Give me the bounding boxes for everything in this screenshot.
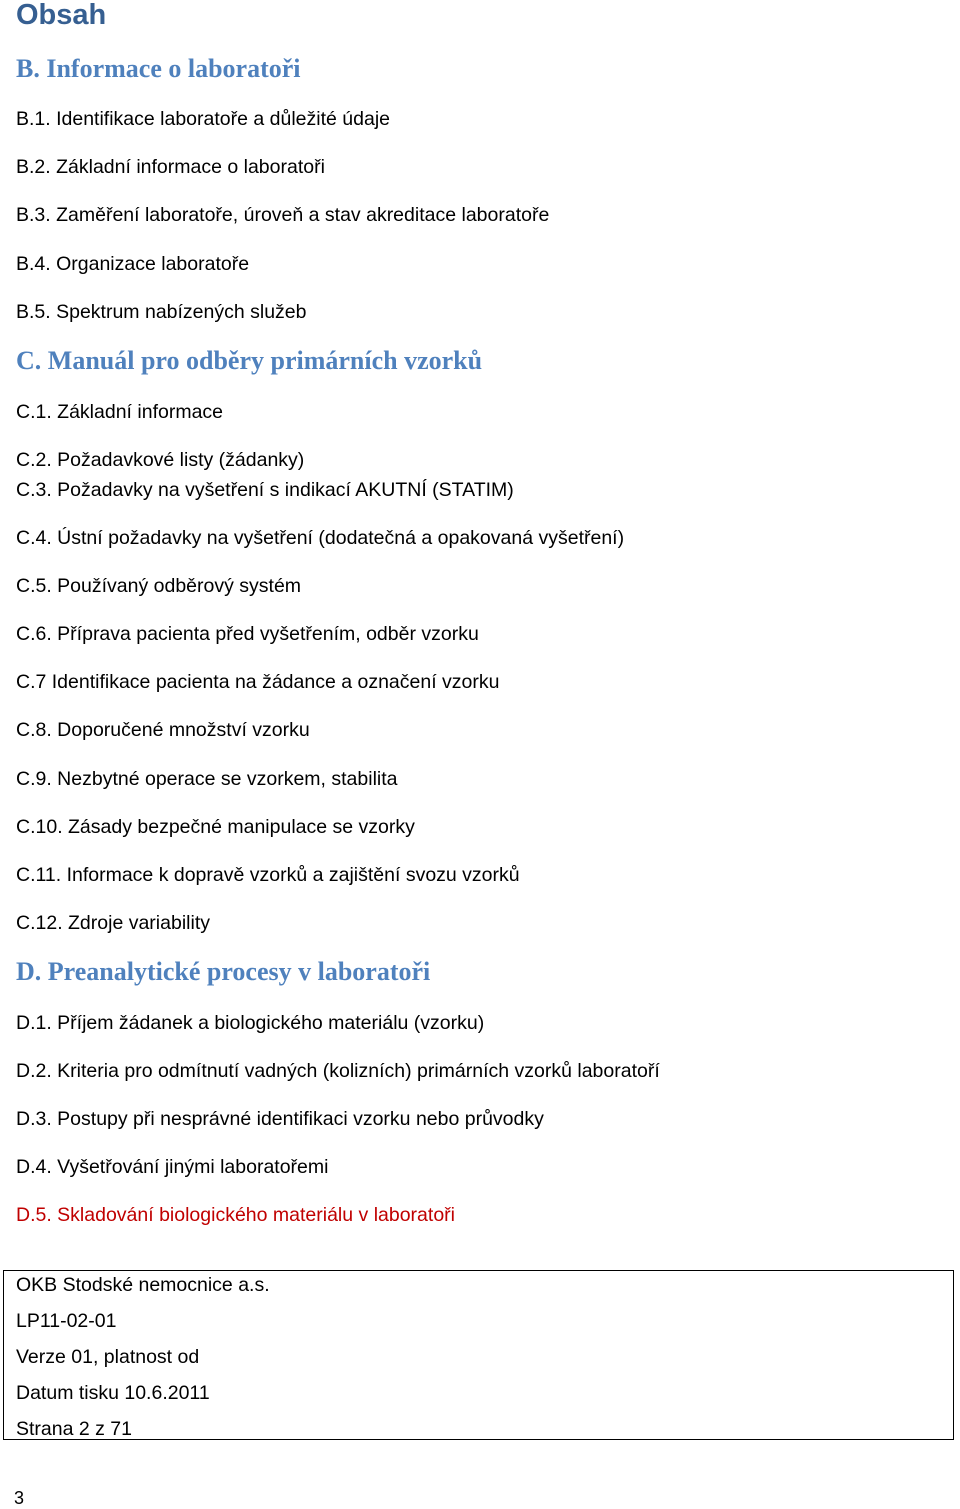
toc-item-c4[interactable]: C.4. Ústní požadavky na vyšetření (dodatečná a opakovaná vyšetření): [16, 527, 625, 549]
toc-item-d1[interactable]: D.1. Příjem žádanek a biologického materiálu (vzorku): [16, 1012, 485, 1034]
section-heading-d[interactable]: D. Preanalytické procesy v laboratoři: [16, 957, 431, 986]
toc-item-b1[interactable]: B.1. Identifikace laboratoře a důležité údaje: [16, 108, 390, 130]
toc-item-c8[interactable]: C.8. Doporučené množství vzorku: [16, 719, 310, 741]
toc-item-c1[interactable]: C.1. Základní informace: [16, 401, 224, 423]
toc-item-c6[interactable]: C.6. Příprava pacienta před vyšetřením, odběr vzorku: [16, 623, 479, 645]
section-heading-c[interactable]: C. Manuál pro odběry primárních vzorků: [16, 346, 483, 375]
footer-document-id: LP11-02-01: [16, 1310, 117, 1332]
page-number: 3: [14, 1488, 25, 1508]
toc-item-c10[interactable]: C.10. Zásady bezpečné manipulace se vzorky: [16, 816, 415, 838]
page-title: Obsah: [16, 0, 107, 31]
toc-item-c9[interactable]: C.9. Nezbytné operace se vzorkem, stabilita: [16, 768, 398, 790]
footer-organization: OKB Stodské nemocnice a.s.: [16, 1274, 270, 1296]
footer-version: Verze 01, platnost od: [16, 1346, 200, 1368]
toc-item-c12[interactable]: C.12. Zdroje variability: [16, 912, 210, 934]
toc-item-c5[interactable]: C.5. Používaný odběrový systém: [16, 575, 302, 597]
toc-item-c3[interactable]: C.3. Požadavky na vyšetření s indikací AKUTNÍ (STATIM): [16, 479, 514, 501]
toc-item-c2[interactable]: C.2. Požadavkové listy (žádanky): [16, 449, 305, 471]
toc-item-c11[interactable]: C.11. Informace k dopravě vzorků a zajištění svozu vzorků: [16, 864, 520, 886]
toc-item-b3[interactable]: B.3. Zaměření laboratoře, úroveň a stav akreditace laboratoře: [16, 204, 550, 226]
toc-item-d3[interactable]: D.3. Postupy při nesprávné identifikaci vzorku nebo průvodky: [16, 1108, 544, 1130]
toc-item-d2[interactable]: D.2. Kriteria pro odmítnutí vadných (kolizních) primárních vzorků laboratoří: [16, 1060, 660, 1082]
footer-page: Strana 2 z 71: [16, 1418, 132, 1440]
toc-item-d5[interactable]: D.5. Skladování biologického materiálu v laboratoři: [16, 1204, 455, 1226]
toc-item-b2[interactable]: B.2. Základní informace o laboratoři: [16, 156, 325, 178]
document-footer-box: [3, 1270, 954, 1440]
toc-item-c7[interactable]: C.7 Identifikace pacienta na žádance a označení vzorku: [16, 671, 500, 693]
section-heading-b[interactable]: B. Informace o laboratoři: [16, 54, 301, 83]
footer-print-date: Datum tisku 10.6.2011: [16, 1382, 210, 1404]
toc-item-b4[interactable]: B.4. Organizace laboratoře: [16, 253, 250, 275]
toc-item-b5[interactable]: B.5. Spektrum nabízených služeb: [16, 301, 307, 323]
toc-item-d4[interactable]: D.4. Vyšetřování jinými laboratořemi: [16, 1156, 329, 1178]
